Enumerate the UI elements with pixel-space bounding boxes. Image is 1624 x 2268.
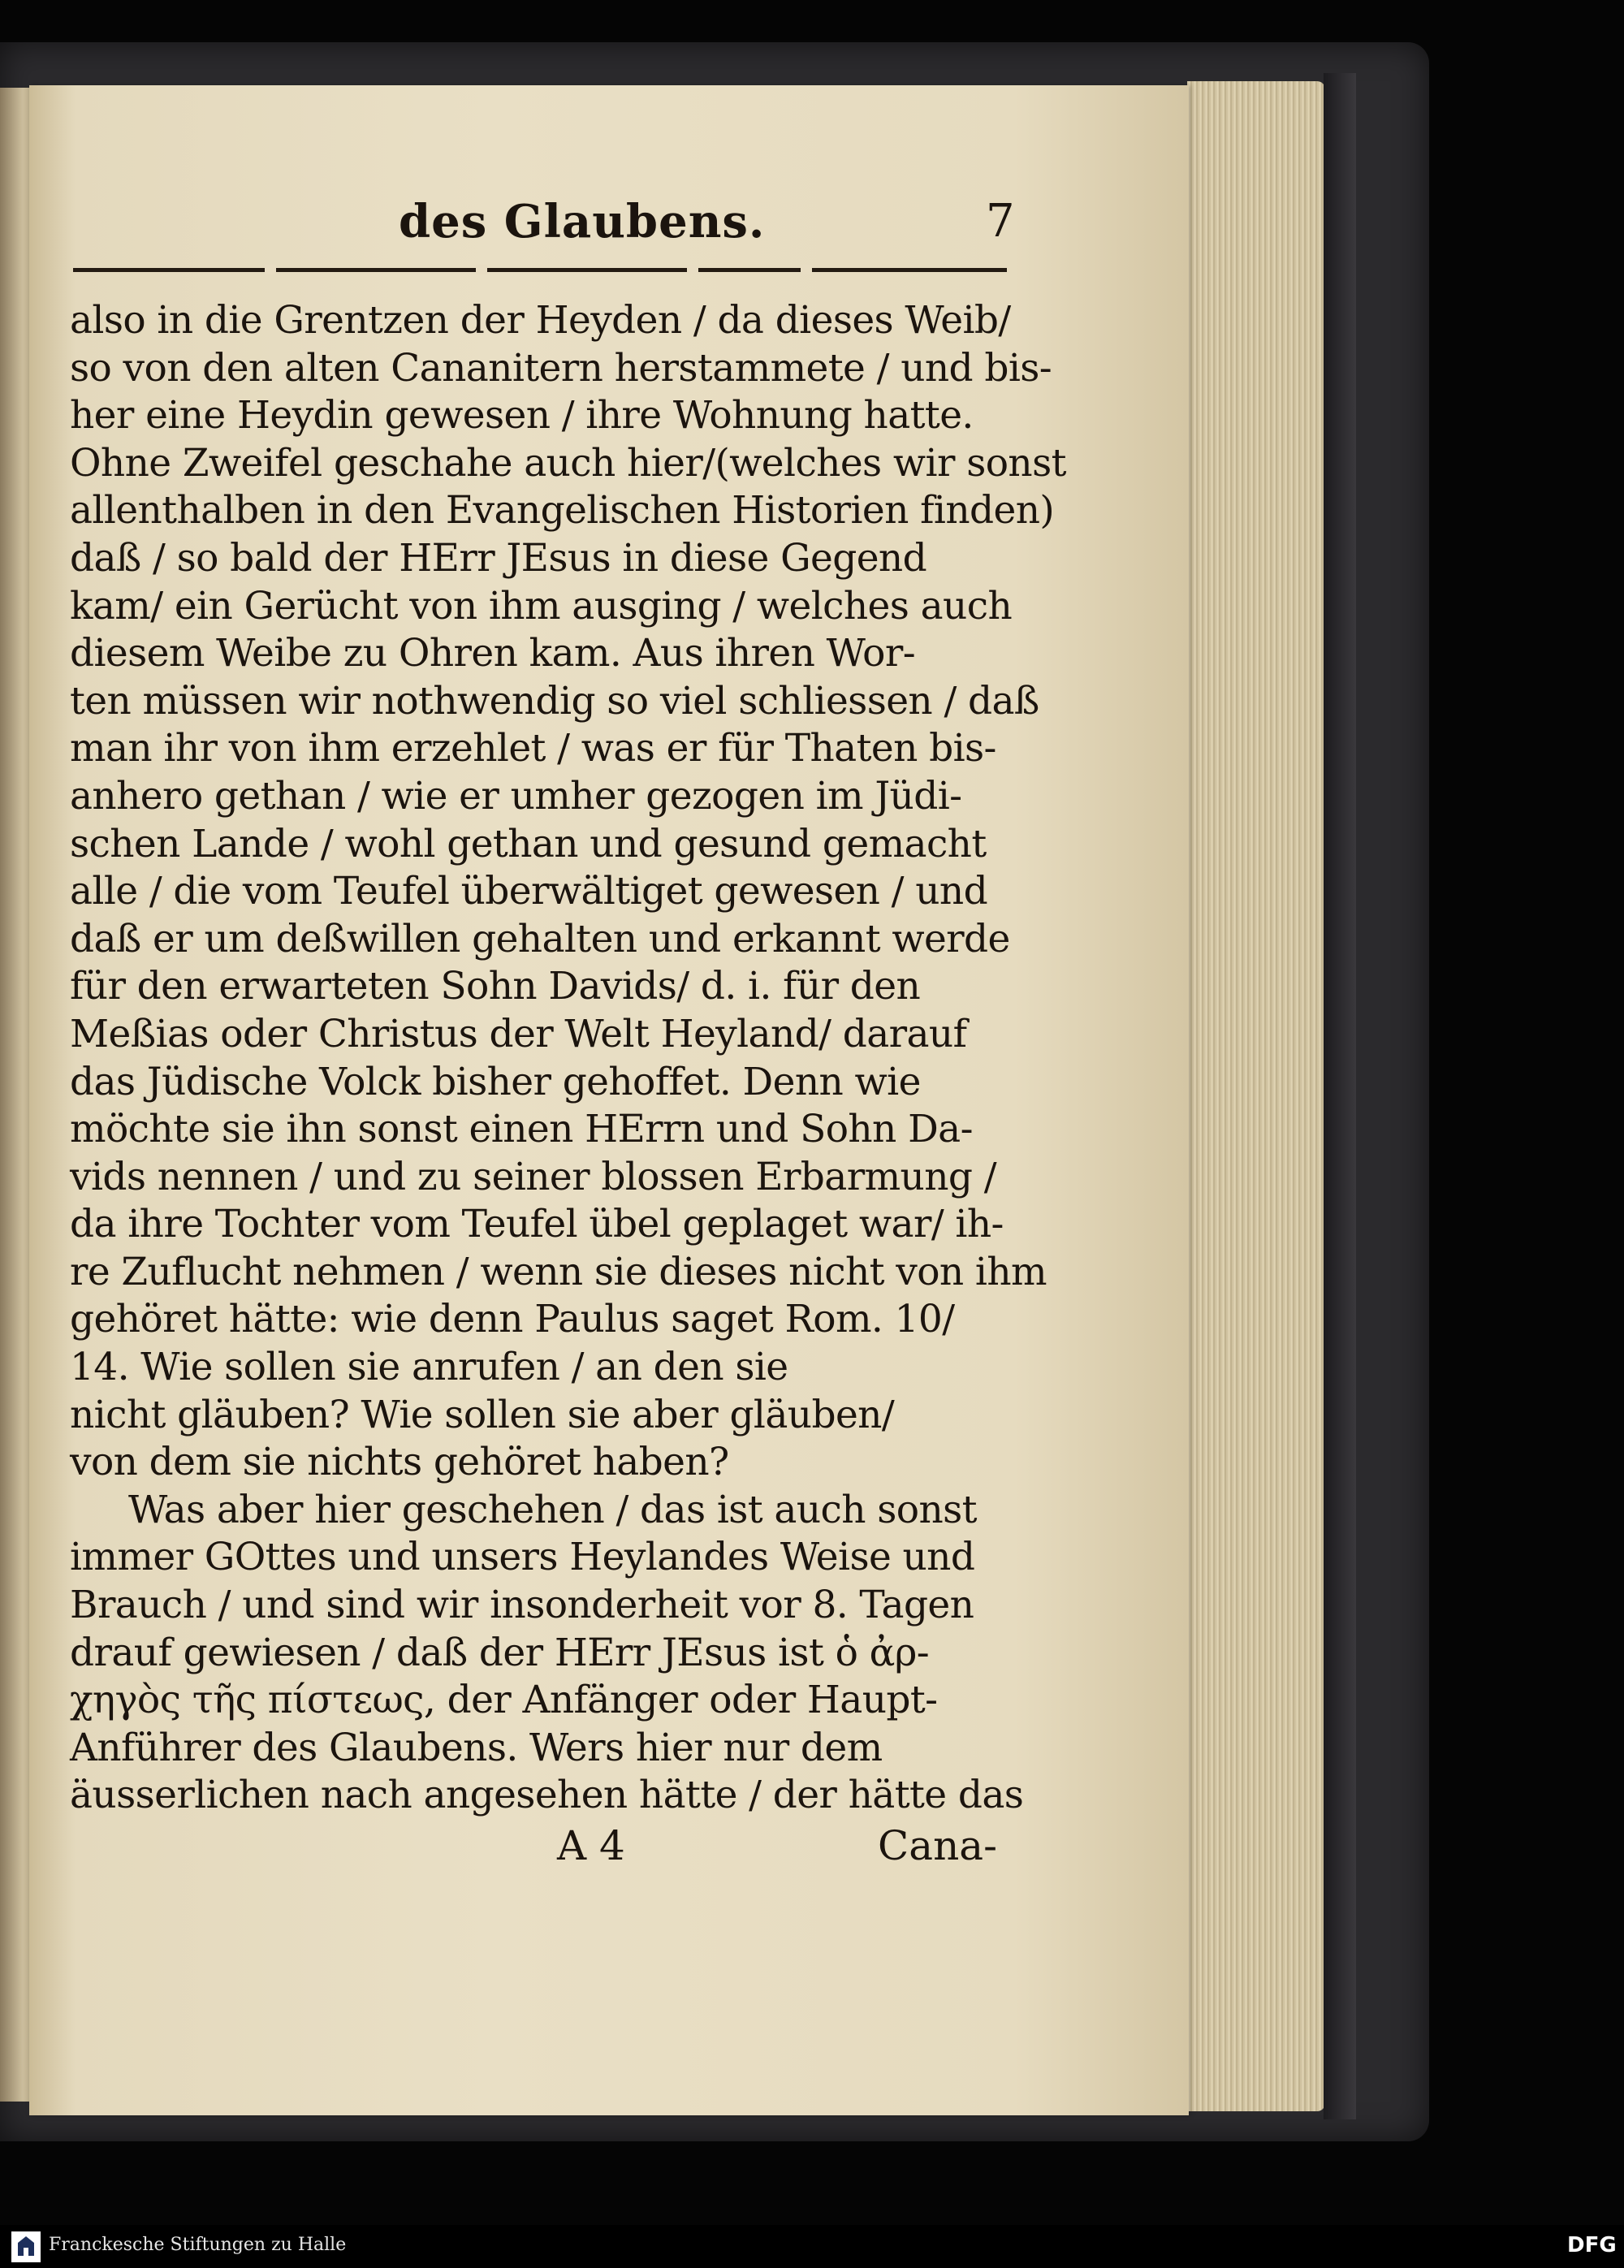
text-line: da ihre Tochter vom Teufel übel geplaget war/ ih- — [70, 1202, 1004, 1247]
text-line: χηγὸς τῆς πίστεως, der Anfänger oder Haupt- — [70, 1678, 938, 1723]
text-line: man ihr von ihm erzehlet / was er für Thaten bis- — [70, 726, 996, 771]
page-number: 7 — [986, 195, 1015, 248]
footer-institution: Franckesche Stiftungen zu Halle — [49, 2235, 347, 2255]
rule-gap — [801, 265, 812, 274]
text-line: Brauch / und sind wir insonderheit vor 8. Tagen — [70, 1583, 974, 1628]
dfg-logo: DFG — [1567, 2233, 1617, 2257]
text-line: das Jüdische Volck bisher gehoffet. Denn wie — [70, 1059, 921, 1104]
text-line: nicht gläuben? Wie sollen sie aber gläuben/ — [70, 1392, 895, 1437]
head-rule — [73, 268, 1007, 272]
page-edges — [1187, 81, 1325, 2111]
text-line: äusserlichen nach angesehen hätte / der hätte das — [70, 1773, 1024, 1818]
text-line: vids nennen / und zu seiner blossen Erbarmung / — [70, 1154, 996, 1199]
running-head — [70, 193, 1015, 258]
text-line: diesem Weibe zu Ohren kam. Aus ihren Wor- — [70, 631, 915, 676]
rule-gap — [687, 265, 698, 274]
text-line: her eine Heydin gewesen / ihre Wohnung hatte. — [70, 393, 974, 438]
text-line: 14. Wie sollen sie anrufen / an den sie — [70, 1345, 788, 1390]
text-line: Ohne Zweifel geschahe auch hier/(welches wir sonst — [70, 440, 1066, 486]
text-line: Was aber hier geschehen / das ist auch sonst — [128, 1487, 977, 1532]
text-line: Anführer des Glaubens. Wers hier nur dem — [70, 1725, 883, 1770]
body-text — [70, 297, 1066, 1820]
text-line: drauf gewiesen / daß der HErr JEsus ist ὁ ἀρ- — [70, 1630, 930, 1675]
text-line: schen Lande / wohl gethan und gesund gemacht — [70, 821, 987, 866]
text-line: daß er um deßwillen gehalten und erkannt werde — [70, 916, 1010, 961]
text-line: allenthalben in den Evangelischen Historien finden) — [70, 488, 1055, 534]
text-line: möchte sie ihn sonst einen HErrn und Sohn Da- — [70, 1107, 973, 1152]
text-line: alle / die vom Teufel überwältiget gewesen / und — [70, 869, 988, 914]
institution-logo-icon — [11, 2231, 41, 2262]
book-page — [29, 85, 1189, 2115]
rule-gap — [265, 265, 276, 274]
signature-line — [70, 1821, 1028, 1873]
text-line: re Zuflucht nehmen / wenn sie dieses nicht von ihm — [70, 1249, 1047, 1294]
text-line: also in die Grentzen der Heyden / da dieses Weib/ — [70, 298, 1011, 343]
text-line: ten müssen wir nothwendig so viel schliessen / daß — [70, 678, 1039, 724]
cover-edge — [1324, 73, 1356, 2119]
text-line: anhero gethan / wie er umher gezogen im Jüdi- — [70, 773, 962, 819]
text-line: immer GOttes und unsers Heylandes Weise und — [70, 1535, 975, 1580]
rule-gap — [476, 265, 487, 274]
text-line: kam/ ein Gerücht von ihm ausging / welches auch — [70, 583, 1013, 629]
text-line: so von den alten Cananitern herstammete / und bis- — [70, 345, 1052, 391]
running-head-title: des Glaubens. — [399, 195, 766, 248]
text-line: gehöret hätte: wie denn Paulus saget Rom. 10/ — [70, 1297, 955, 1342]
text-line: von dem sie nichts gehöret haben? — [70, 1440, 729, 1485]
catchword: Cana- — [878, 1822, 997, 1869]
text-line: daß / so bald der HErr JEsus in diese Gegend — [70, 535, 927, 581]
text-line: für den erwarteten Sohn Davids/ d. i. für den — [70, 964, 921, 1009]
text-line: Meßias oder Christus der Welt Heyland/ darauf — [70, 1011, 967, 1056]
signature-mark: A 4 — [557, 1822, 625, 1869]
